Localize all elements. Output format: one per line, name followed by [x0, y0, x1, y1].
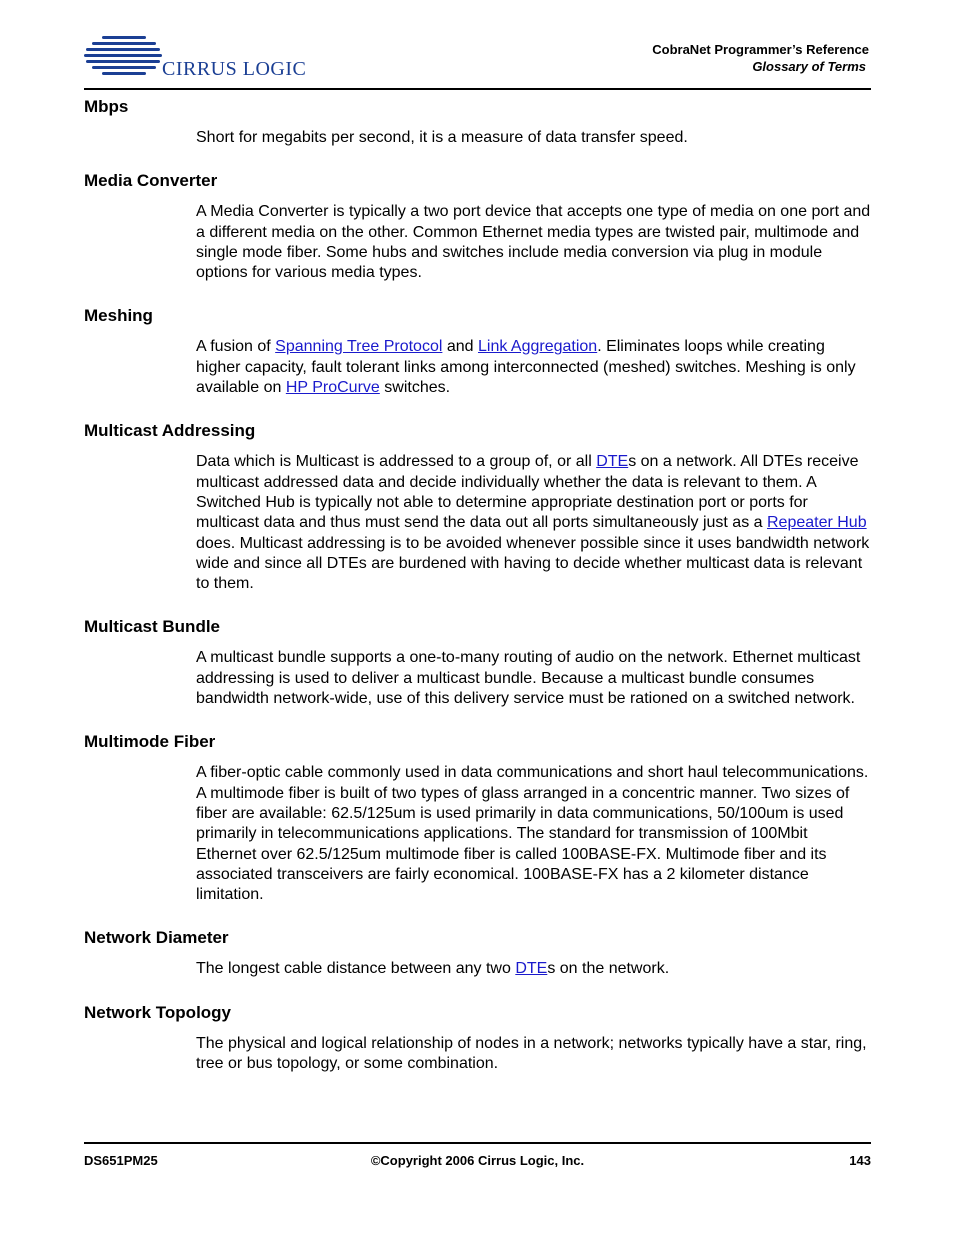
document-title: CobraNet Programmer’s Reference: [652, 42, 869, 57]
definition-text: A Media Converter is typically a two port device that accepts one type of media on one port and a different media on the other. Common Ethernet media types are twisted pair, multimode and single mode fiber. Some hubs and switches include media conversion via plug in module options for various media types.: [196, 203, 871, 282]
copyright-notice: ©Copyright 2006 Cirrus Logic, Inc.: [370, 1153, 585, 1168]
definition-text: and: [442, 338, 478, 356]
glossary-term-heading: Network Diameter: [84, 928, 229, 948]
glossary-term-heading: Multicast Addressing: [84, 421, 256, 441]
definition-text: A fusion of: [196, 338, 276, 356]
glossary-entry: [84, 731, 871, 905]
glossary-entry: [84, 1002, 871, 1075]
glossary-term-heading: Media Converter: [84, 171, 218, 191]
glossary-term-definition: [196, 763, 871, 905]
glossary-entry: [84, 420, 871, 594]
document-id: DS651PM25: [84, 1153, 158, 1168]
glossary-term-definition: [196, 959, 871, 979]
glossary-entry: [84, 96, 871, 148]
glossary-entry: [84, 170, 871, 283]
glossary-content: [84, 96, 871, 1096]
cirrus-logo-globe-icon: [84, 34, 166, 78]
glossary-term-definition: [196, 452, 871, 594]
definition-text: does. Multicast addressing is to be avoided whenever possible since it uses bandwidth network wide and since all DTEs are burdened with having to decide whether multicast data is relevant to them.: [196, 534, 870, 593]
header-rule: [84, 88, 871, 90]
glossary-term-definition: [196, 202, 871, 283]
glossary-entry: [84, 927, 871, 979]
definition-text: Data which is Multicast is addressed to a group of, or all: [196, 453, 597, 471]
glossary-entry: [84, 305, 871, 398]
glossary-cross-reference-link[interactable]: Link Aggregation: [477, 338, 598, 356]
page-number: 143: [849, 1153, 871, 1168]
glossary-cross-reference-link[interactable]: HP ProCurve: [285, 379, 380, 397]
definition-text: switches.: [379, 379, 451, 397]
definition-text: s on the network.: [547, 960, 670, 978]
cirrus-logic-logo: [84, 34, 307, 80]
logo-wordmark: CIRRUS LOGIC: [162, 58, 307, 80]
glossary-term-heading: Network Topology: [84, 1002, 232, 1022]
glossary-term-definition: [196, 648, 871, 709]
glossary-term-heading: Meshing: [84, 306, 153, 326]
glossary-term-heading: Multicast Bundle: [84, 617, 221, 637]
glossary-term-heading: Multimode Fiber: [84, 732, 216, 752]
glossary-cross-reference-link[interactable]: Spanning Tree Protocol: [275, 338, 443, 356]
definition-text: A fiber-optic cable commonly used in data communications and short haul telecommunications. A multimode fiber is built of two types of glass arranged in a concentric manner. Two sizes of fiber are available: 62.5/125um is used primarily in data communications, 50/100um is used primarily in telecommunications applications. The standard for transmission of 100Mbit Ethernet over 62.5/125um multimode fiber is called 100BASE-FX. Multimode fiber and its associated transceivers are fairly economical. 100BASE-FX has a 2 kilometer distance limitation.: [196, 764, 869, 904]
definition-text: s on a network. All DTEs receive multicast addressed data and decide individually whether the data is relevant to them. A Switched Hub is typically not able to determine appropriate destination port or ports for multicast data and thus must send the data out all ports simultaneously just as a: [196, 453, 859, 532]
definition-text: A multicast bundle supports a one-to-many routing of audio on the network. Ethernet multicast addressing is used to deliver a multicast bundle. Because a multicast bundle consumes bandwidth network-wide, use of this delivery service must be rationed on a switched network.: [196, 649, 861, 708]
glossary-term-definition: [196, 337, 871, 398]
glossary-cross-reference-link[interactable]: DTE: [515, 960, 548, 978]
definition-text: The longest cable distance between any two: [196, 960, 516, 978]
glossary-term-definition: [196, 1034, 871, 1075]
glossary-term-definition: [196, 128, 871, 148]
section-title: Glossary of Terms: [752, 59, 866, 74]
definition-text: Short for megabits per second, it is a measure of data transfer speed.: [196, 129, 688, 146]
glossary-cross-reference-link[interactable]: DTE: [596, 453, 629, 471]
definition-text: The physical and logical relationship of nodes in a network; networks typically have a star, ring, tree or bus topology, or some combination.: [196, 1034, 867, 1073]
glossary-cross-reference-link[interactable]: Repeater Hub: [766, 514, 867, 532]
definition-text: . Eliminates loops while creating higher capacity, fault tolerant links among interconnected (meshed) switches. Meshing is only available on: [196, 338, 856, 397]
footer-rule: [84, 1142, 871, 1144]
glossary-term-heading: Mbps: [84, 97, 129, 116]
glossary-entry: [84, 616, 871, 709]
running-header: [652, 41, 869, 75]
